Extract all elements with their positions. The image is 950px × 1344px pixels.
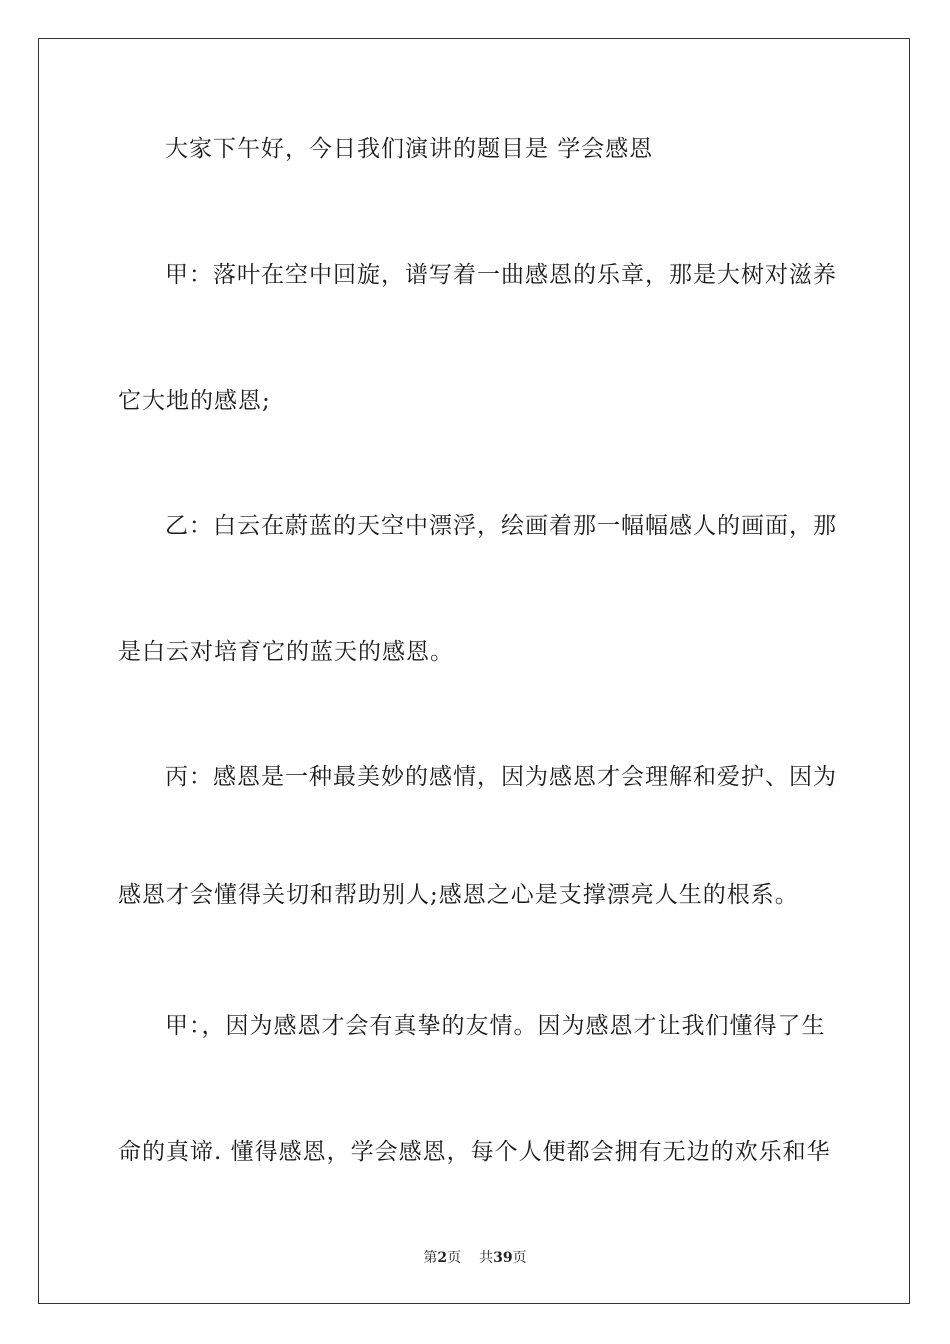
page-footer [0,1248,950,1268]
paragraph-line-7: 感恩才会懂得关切和帮助别人;感恩之心是支撑漂亮人生的根系。 [118,882,799,908]
paragraph-line-8: 甲：，因为感恩才会有真挚的友情。因为感恩才让我们懂得了生 [165,1013,826,1039]
total-label-prefix: 共 [479,1250,494,1266]
paragraph-line-6: 丙：感恩是一种最美妙的感情，因为感恩才会理解和爱护、因为 [165,764,837,790]
page-label-prefix: 第 [423,1250,438,1266]
total-label-suffix: 页 [512,1250,527,1266]
paragraph-line-9: 命的真谛. 懂得感恩，学会感恩，每个人便都会拥有无边的欢乐和华 [118,1139,831,1165]
paragraph-line-5: 是白云对培育它的蓝天的感恩。 [118,639,454,665]
paragraph-line-4: 乙：白云在蔚蓝的天空中漂浮，绘画着那一幅幅感人的画面，那 [165,513,837,539]
page-label-suffix: 页 [447,1250,462,1266]
page-number: 2 [437,1250,448,1266]
total-pages: 39 [493,1250,513,1266]
paragraph-line-2: 甲：落叶在空中回旋，谱写着一曲感恩的乐章，那是大树对滋养 [165,262,837,288]
paragraph-line-1: 大家下午好，今日我们演讲的题目是 学会感恩 [165,136,654,162]
paragraph-line-3: 它大地的感恩; [118,388,271,414]
page-frame [38,38,910,1304]
